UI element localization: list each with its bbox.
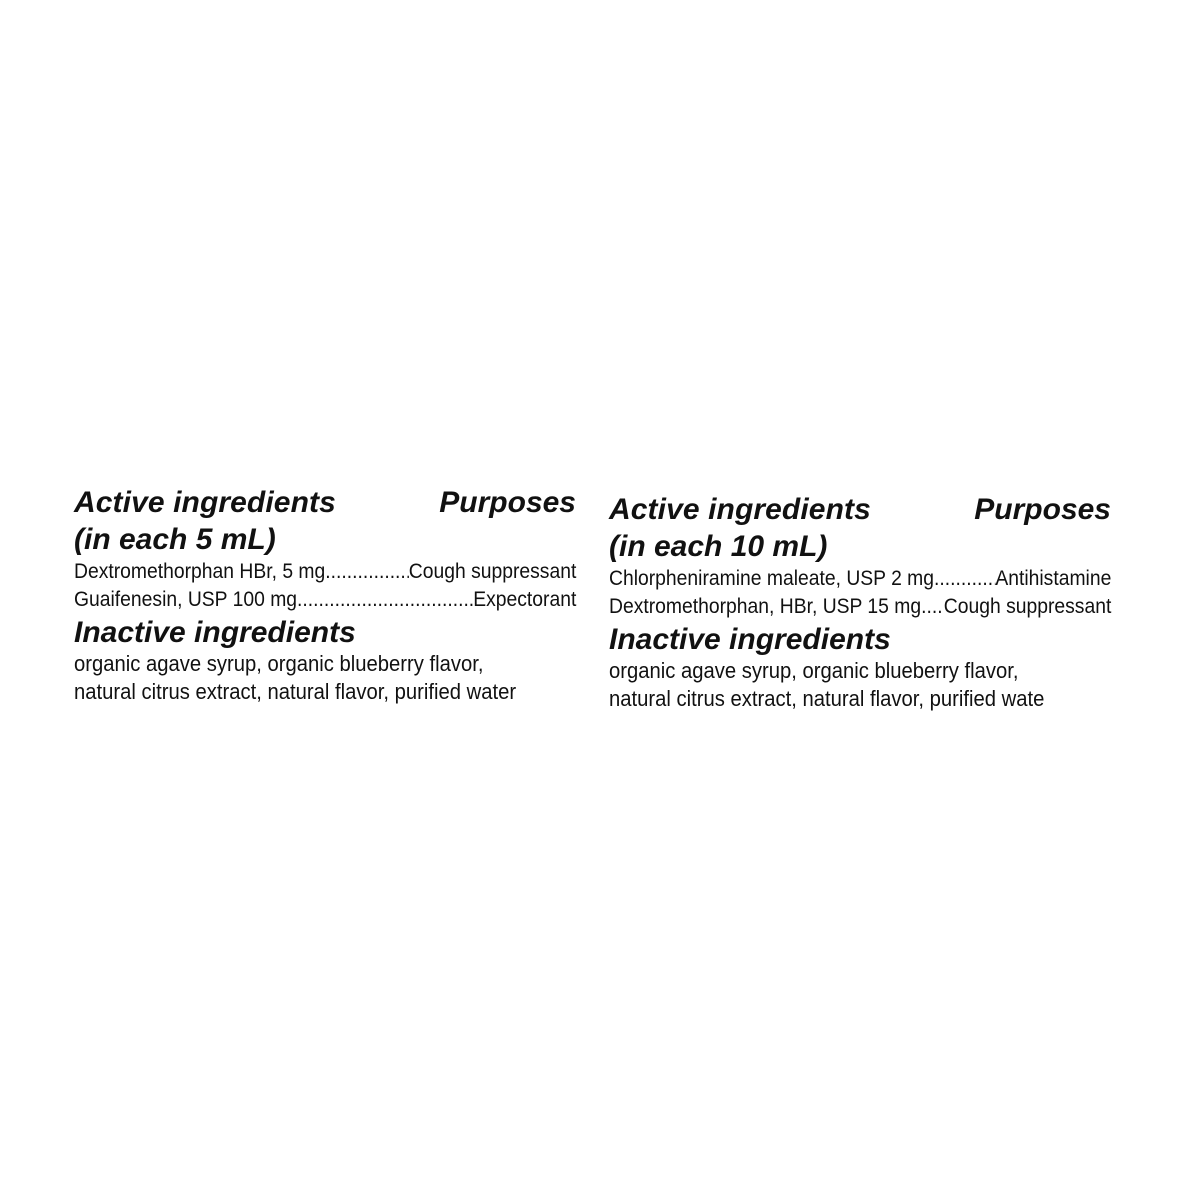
leader-dots: [934, 565, 995, 593]
drug-name: Chlorpheniramine maleate, USP 2 mg: [609, 567, 935, 590]
inactive-ingredients-block: [609, 657, 1117, 713]
drug-name: Dextromethorphan HBr, 5 mg: [74, 560, 326, 583]
drug-line: [609, 593, 1111, 621]
purposes-title: Purposes: [439, 486, 576, 519]
leader-dots: [325, 558, 408, 586]
drug-purpose: Cough suppressant: [943, 595, 1112, 618]
inactive-ingredients-line: natural citrus extract, natural flavor, purified water: [74, 679, 517, 704]
drug-name: Guaifenesin, USP 100 mg: [74, 588, 298, 611]
leader-dots: [921, 593, 944, 621]
purposes-title: Purposes: [974, 493, 1111, 526]
active-ingredients-title: Active ingredients: [609, 493, 871, 526]
drug-name: Dextromethorphan, HBr, USP 15 mg: [609, 595, 922, 618]
active-ingredients-title: Active ingredients: [74, 486, 336, 519]
active-ingredients-header: [609, 491, 1111, 528]
inactive-ingredients-line: organic agave syrup, organic blueberry flavor,: [609, 658, 1019, 683]
inactive-ingredients-line: organic agave syrup, organic blueberry flavor,: [74, 651, 484, 676]
dose-subheading: (in each 10 mL): [609, 530, 828, 563]
drug-line: [74, 586, 576, 614]
inactive-ingredients-title: Inactive ingredients: [74, 616, 356, 649]
drug-line: [609, 565, 1111, 593]
drug-line: [74, 558, 576, 586]
inactive-ingredients-title: Inactive ingredients: [609, 623, 891, 656]
leader-dots: [297, 586, 473, 614]
dose-subheading: (in each 5 mL): [74, 523, 276, 556]
drug-purpose: Expectorant: [473, 588, 577, 611]
drug-facts-panel-left: [74, 484, 582, 706]
active-ingredients-header: [74, 484, 576, 521]
drug-purpose: Antihistamine: [995, 567, 1112, 590]
drug-facts-panel-right: [609, 491, 1129, 713]
drug-purpose: Cough suppressant: [408, 560, 577, 583]
inactive-ingredients-line: natural citrus extract, natural flavor, purified wate: [609, 686, 1045, 711]
